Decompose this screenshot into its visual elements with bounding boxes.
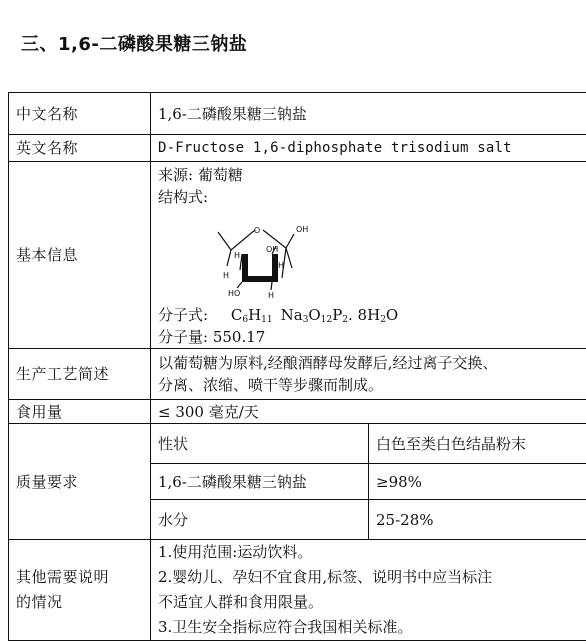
- ho-label: HO: [228, 289, 240, 298]
- row-process: [9, 349, 586, 400]
- h-label-2: H: [223, 271, 229, 280]
- notes-label: 其他需要说明 的情况: [9, 540, 151, 641]
- ring-oxygen-label: O: [254, 226, 260, 235]
- chinese-name-value: 1,6-二磷酸果糖三钠盐: [151, 93, 586, 135]
- structure-label: 结构式:: [158, 186, 586, 208]
- molecular-formula: 分子式: $C_6H_{11}$ $Na_3O_{12}P_2$. $8H_2O$: [158, 304, 586, 326]
- molecular-weight: 分子量: 550.17: [158, 326, 586, 348]
- dosage-value: ≤ 300 毫克/天: [151, 400, 586, 424]
- source-text: 来源: 葡萄糖: [158, 164, 586, 186]
- row-notes: [9, 540, 586, 641]
- quality-item-name: 性状: [151, 424, 369, 464]
- basic-info-cell: [151, 162, 586, 349]
- oh-top-label: OH: [296, 225, 308, 234]
- row-english-name: [9, 135, 586, 162]
- english-name-label: 英文名称: [9, 135, 151, 162]
- process-value: 以葡萄糖为原料,经酿酒酵母发酵后,经过离子交换、 分离、浓缩、喷干等步骤而制成。: [151, 349, 586, 400]
- notes-value: 1.使用范围:运动饮料。 2.婴幼儿、孕妇不宜食用,标签、说明书中应当标注 不适宜人群和食用限量。 3.卫生安全指标应符合我国相关标准。: [151, 540, 586, 641]
- quality-label: 质量要求: [9, 424, 151, 540]
- section-heading: 三、1,6-二磷酸果糖三钠盐: [21, 30, 247, 56]
- h-label-4: H: [268, 291, 274, 300]
- row-dosage: [9, 400, 586, 424]
- oh-right-label: OH: [266, 245, 278, 254]
- spec-table: [8, 92, 586, 641]
- h-label-3: H: [278, 261, 284, 270]
- row-chinese-name: [9, 93, 586, 135]
- basic-info-label: 基本信息: [9, 162, 151, 349]
- quality-item-value: 白色至类白色结晶粉末: [369, 424, 586, 464]
- quality-item-value: 25-28%: [369, 500, 586, 540]
- english-name-value: D-Fructose 1,6-diphosphate trisodium salt: [151, 135, 586, 162]
- h-label-1: H: [234, 251, 240, 260]
- quality-item-name: 1,6-二磷酸果糖三钠盐: [151, 464, 369, 500]
- chinese-name-label: 中文名称: [9, 93, 151, 135]
- dosage-label: 食用量: [9, 400, 151, 424]
- structural-formula-diagram: [194, 210, 324, 302]
- quality-item-value: ≥98%: [369, 464, 586, 500]
- row-basic-info: [9, 162, 586, 349]
- process-label: 生产工艺简述: [9, 349, 151, 400]
- quality-item-name: 水分: [151, 500, 369, 540]
- formula-value: $C_6H_{11}$ $Na_3O_{12}P_2$. $8H_2O$: [231, 306, 398, 324]
- quality-row-appearance: [9, 424, 586, 464]
